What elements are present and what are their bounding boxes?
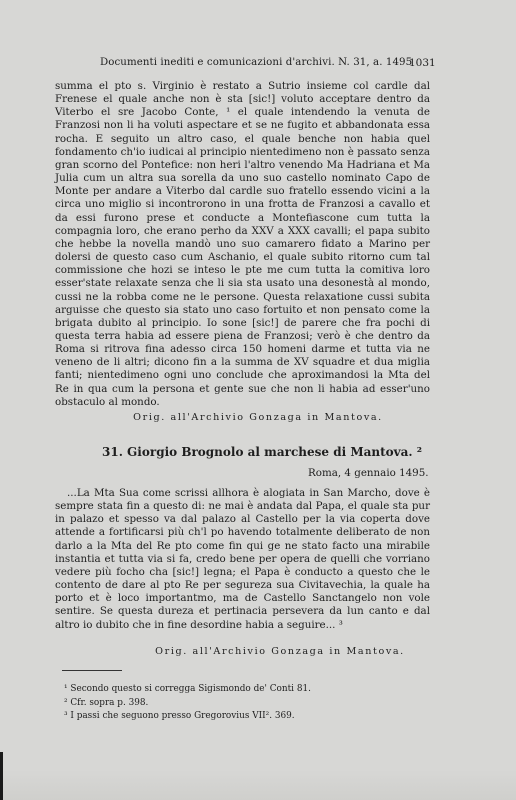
document-text <box>55 487 430 632</box>
page-bottom-shade <box>0 770 516 800</box>
previous-document-text <box>55 80 430 409</box>
footnote: ¹ Secondo questo si corregga Sigismondo de' Conti 81. <box>64 684 311 694</box>
dateline: Roma, 4 gennaio 1495. <box>308 467 429 479</box>
footnote: ² Cfr. sopra p. 398. <box>64 697 149 708</box>
document-heading: 31. Giorgio Brognolo al marchese di Mantova. ² <box>102 445 423 459</box>
running-head: Documenti inediti e comunicazioni d'archivi. N. 31, a. 1495 <box>100 57 413 68</box>
body-paragraph: ...La Mta Sua come scrissi allhora è alogiata in San Marcho, dove è sempre stata fin a questo di: ne mai è andata dal Papa, el quale sta pur in palazo et spesso va dal palazo al Castello per la via coperta dove attende a fortificarsi più ch'l po havendo totalmente deliberato de non darlo a la Mta del Re pto come fin qui ge ne stato facto una mirabile instantia et tutta via si fa, credo bene per opera de quelli che vorriano vedere più focho cha [sic!] legna; el Papa è conducto a questo che le contento de dare al pto Re per segureza sua Civitavechia, la quale ha porto et è loco importantmo, ma de Castello Sanctangelo non vole sentire. Se questa dureza et pertinacia persevera da lun canto e dal altro io dubito che in fine desordine habia a seguire... ³ <box>55 487 430 631</box>
archive-origin-note: Orig. all'Archivio Gonzaga in Mantova. <box>133 412 383 423</box>
scan-edge-mark <box>0 752 3 800</box>
footnote-divider <box>62 670 122 671</box>
footnote: ³ I passi che seguono presso Gregorovius VII². 369. <box>64 711 295 722</box>
page-number: 1031 <box>409 57 436 69</box>
body-paragraph: summa el pto s. Virginio è restato a Sutrio insieme col cardle dal Frenese el quale anche non è sta [sic!] voluto acceptare dentro da Viterbo el sre Jacobo Conte, ¹ el quale intendendo la venuta de Franzosi non li ha voluti aspectare et se ne fugito et abbandonata essa rocha. E seguito un altro caso, el quale benche non habia quel fondamento ch'io iudicai al principio nientedimeno non è passato senza gran scorno del Pontefice: non heri l'altro venendo Ma Hadriana et Ma Julia cum un altra sua sorella da uno suo castello nominato Capo de Monte per andare a Viterbo dal cardle suo fratello essendo vicini a la circa uno miglio si incontrorono in una frotta de Franzosi a cavallo et da essi furono prese et conducte a Montefiascone cum tutta la compagnia loro, che erano perho da XXV a XXX cavalli; el papa subito che hebbe la novella mandò uno suo camarero fidato a Marino per dolersi de questo caso cum Aschanio, el quale subito ritorno cum tal commissione che hozi se inteso le pte me cum tutta la comitiva loro esser'state relaxate senza che li sia sta usato una desonestà al mondo, cussi ne la robba come ne le persone. Questa relaxatione cussi subita arguisse che questo sia stato uno caso fortuito et non pensato come la brigata dubito al principio. Io sone [sic!] de parere che fra pochi di questa terra habia ad essere piena de Franzosi; verò è che dentro da Roma si ritrova fina adesso circa 150 homeni darme et tutta via ne veneno de li altri; dicono fin a la summa de XV squadre et dua miglia fanti; nientedimeno ogni uno conclude che aproximandosi la Mta del Re in qua cum la persona et gente sue che non li habia ad esser'uno obstaculo al mondo. <box>55 80 430 408</box>
footnotes <box>64 683 434 724</box>
archive-origin-note: Orig. all'Archivio Gonzaga in Mantova. <box>155 646 405 657</box>
